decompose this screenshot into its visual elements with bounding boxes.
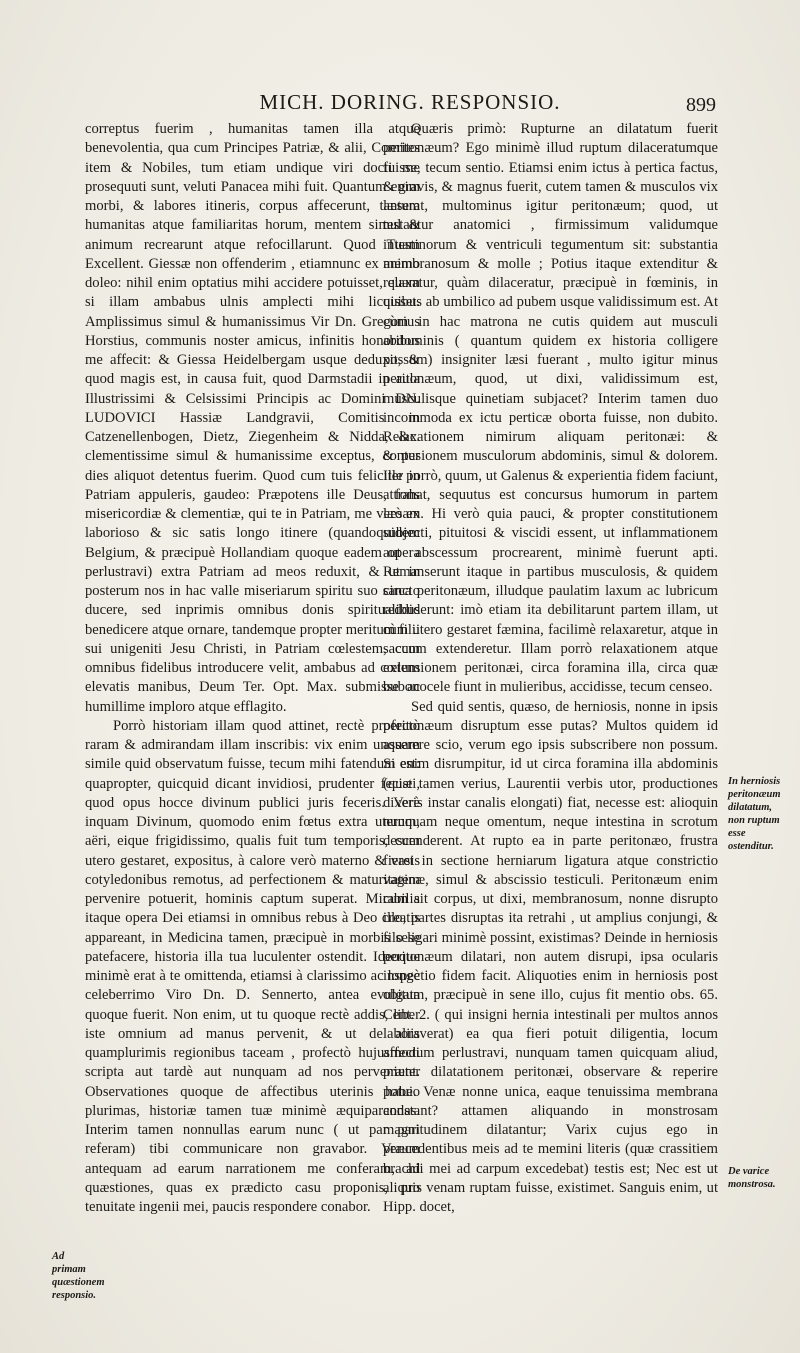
right-column — [383, 120, 718, 1325]
margin-note-left: Ad primam quæstionem responsio. — [52, 1251, 105, 1301]
margin-note-right-1: In herniosis peritonæum dilatatum, non ruptum esse ostenditur. — [728, 776, 781, 852]
running-header: MICH. DORING. RESPONSIO. — [259, 90, 561, 114]
page-number: 899 — [686, 94, 716, 116]
left-paragraph-1: correptus fuerim , humanitas tamen illa atque benevolentia, qua cum Principes Patriæ, & alii, Comites item & Nobiles, tum etiam undique viri docti me prosequuti sunt, veluti Panacea mihi fuit. Quantum enim morbi, & labores itineris, corpus affecerunt, tantum humanitas atque familiaritas horum, mentem simul & animum recrearunt atque refocillarunt. Quod Tuam Excellent. Giessæ non offenderim , etiamnunc ex animo doleo: nihil enim optatius mihi accidere potuisset, quam si illam ambabus ulnis amplecti mihi licuisset. Amplissimus simul & humanissimus Vir Dn. Gregorius Horstius, communis noster amicus, infinitis honoribus me affecit: & Giessa Heidelbergam usque deduxit, & quod magis est, in causa fuit, quod Darmstadii in aula Illustrissimi & Celsissimi Principis ac Domini DN. LUDOVICI Hassiæ Landgravii, Comitis in Catzenellenbogen, Dietz, Ziegenheim & Nidda, &c. clementissime simul & humanissime exceptus, & per dies aliquot detentus fuerim. Quod cum tuis feliciter in Patriam appuleris, gaudeo: Præpotens ille Deus, fons misericordiæ & clementiæ, qui te in Patriam, me verò ex laborioso & sic satis longo itinere (quandoquidem Belgium, & præcipuè Hollandiam quoque eadem opera perlustravi) extra Patriam ad meos reduxit, & ut in posterum nos in hac valle miseriarum spiritu suo sancto ducere, sed inprimis omnibus donis spiritualibus benedicere atque ornare, tandemque propter meritum filii sui unigeniti Jesu Christi, in Patriam cœlestem, cum omnibus fidelibus introducere velit, ambabus ad cœlum elevatis manibus, Deum Ter. Opt. Max. submisse ac humillime imploro atque efflagito. — [85, 121, 420, 715]
left-paragraph-2: Porrò historiam illam quod attinet, rectè profectò raram & admirandam illam inscribis: vix enim unquam simile quid observatum fuisse, tecum mihi fatendum est: quapropter, quicquid dicant invidiosi, prudenter fecisti, quod opus hocce divinum publici juris feceris. Verè inquam Divinum, quomodo enim fœtus extra uterum, aëri, eique frigidissimo, qualis fuit tum temporis, cum utero gestaret, expositus, à calore verò materno & vasis cotyledonibus remotus, ad perfectionem & maturitatem pervenire potuerit, hominis captum superat. Mirabilia itaque opera Dei etiamsi in omnibus rebus à Deo creatis appareant, in Medicina tamen, præcipuè in morbis sese patefacere, historia illa tua luculenter ostendit. Ideoque minimè erat à te omittenda, etiamsi à clarissimo ac longè celeberrimo Viro Dn. D. Sennerto, antea evulgata quoque fuerit. Non enim, ut tu quoque rectè addis, liber iste omnium ad manus pervenit, & ut de aliis quamplurimis regionibus taceam , profectò hujusmodi scripta aut tardè aut nunquam ad nos perveniunt. Observationes quoque de affectibus uterinis habeo plurimas, historiæ tamen tuæ minimè æquiparandas. Interim tamen nonnullas earum nunc ( ut par pari referam) tibi communicare non gravabor. Verum antequam ad earum narrationem me conferam, ad quæstiones, quas ex prædicto casu proponis, pro tenuitate ingenii mei, paucis respondere conabor. — [85, 717, 420, 1215]
left-column — [85, 120, 420, 1325]
margin-note-right-2: De varice monstrosa. — [728, 1166, 776, 1190]
right-paragraph-1: Quæris primò: Rupturne an dilatatum fuerit peritonæum? Ego minimè illud ruptum dilaceratumque fuisse, tecum sentio. Etiamsi enim ictus à pertica factus, & gravis, & magnus fuerit, cutem tamen & musculos vix læserat, multominus igitur peritonæum; quod, ut testantur anatomici , firmissimum validumque intestinorum & ventriculi tegumentum sit: substantia membranosum & molle ; Potius itaque extenditur & relaxatur, quàm dilaceratur, præcipuè in fœminis, in quibus ab umbilico ad pubem usque validissimum est. At cùm in hac matrona ne cutis quidem aut musculi abdominis ( quantum quidem ex historia colligere possum) insigniter læsi fuerant , multo igitur minus peritonæum, quod, ut dixi, validissimum est, musculisque quinetiam subjacet? Interim tamen duo incommoda ex ictu perticæ oborta fuisse, non dubito. Relaxationem nimirum aliquam peritonæi: & contusionem musculorum abdominis, simul & dolorem. Ille porrò, quum, ut Galenus & experientia fidem faciunt, attrahat, sequutus est concursus humorum in partem læsam. Hi verò quia pauci, & propter constitutionem subjecti, pituitosi & viscidi essent, ut inflammationem aut abscessum procrearent, minimè fuerunt apti. Remanserunt itaque in partibus musculosis, & quidem circa peritonæum, illudque paulatim laxum ac lubricum reddiderunt: imò etiam ita debilitarunt partem illam, ut cùm utero gestaret fæmina, facilimè relaxaretur, atque in saccum extenderetur. Illam porrò relaxationem atque extensionem peritonæi, circa foramina illa, circa quæ bubonocele fiunt in mulieribus, accidisse, tecum censeo. — [383, 121, 718, 696]
right-paragraph-2: Sed quid sentis, quæso, de herniosis, nonne in ipsis peritonæum disruptum esse putas? Multos quidem id asserere scio, verum ego ipsis subscribere non possum. Si enim disrumpitur, id ut circa foramina illa abdominis (quæ tamen verius, Laurentii verbis utor, productiones dixeris instar canalis elongati) fiat, necesse est: alioquin nunquam neque omentum, neque intestina in scrotum descenderent. At rupto ea in parte peritonæo, frustra fieret in sectione herniarum ligatura atque constrictio vaginæ, simul & abscissio testiculi. Peritonæum enim cum sit corpus, ut dixi, membranosum, nonne disrupto illo, partes disruptas ita retrahi , ut amplius conjungi, & filo ligari minimè possint, existimas? Deinde in herniosis peritonæum dilatari, non autem disrupi, ipsa ocularis inspectio fidem facit. Aliquoties enim in herniosis post obitum, præcipuè in sene illo, cujus fit mentio obs. 65. Cent. 2. ( qui insigni hernia intestinali per multos annos laboraverat) ea qua fieri potuit diligentia, locum affectum perlustravi, nunquam tamen quicquam aliud, præter dilatationem peritonæi, observare & reperire potui. Venæ nonne unica, eaque tenuissima membrana constant? attamen aliquando in monstrosam magnitudinem dilatantur; Varix cujus ego in præcedentibus meis ad te memini literis (quæ crassitiem brachii mei ad carpum excedebat) testis est; Nec est ut aliquis venam ruptam fuisse, existimet. Sanguis enim, ut Hipp. docet, — [383, 698, 718, 1215]
